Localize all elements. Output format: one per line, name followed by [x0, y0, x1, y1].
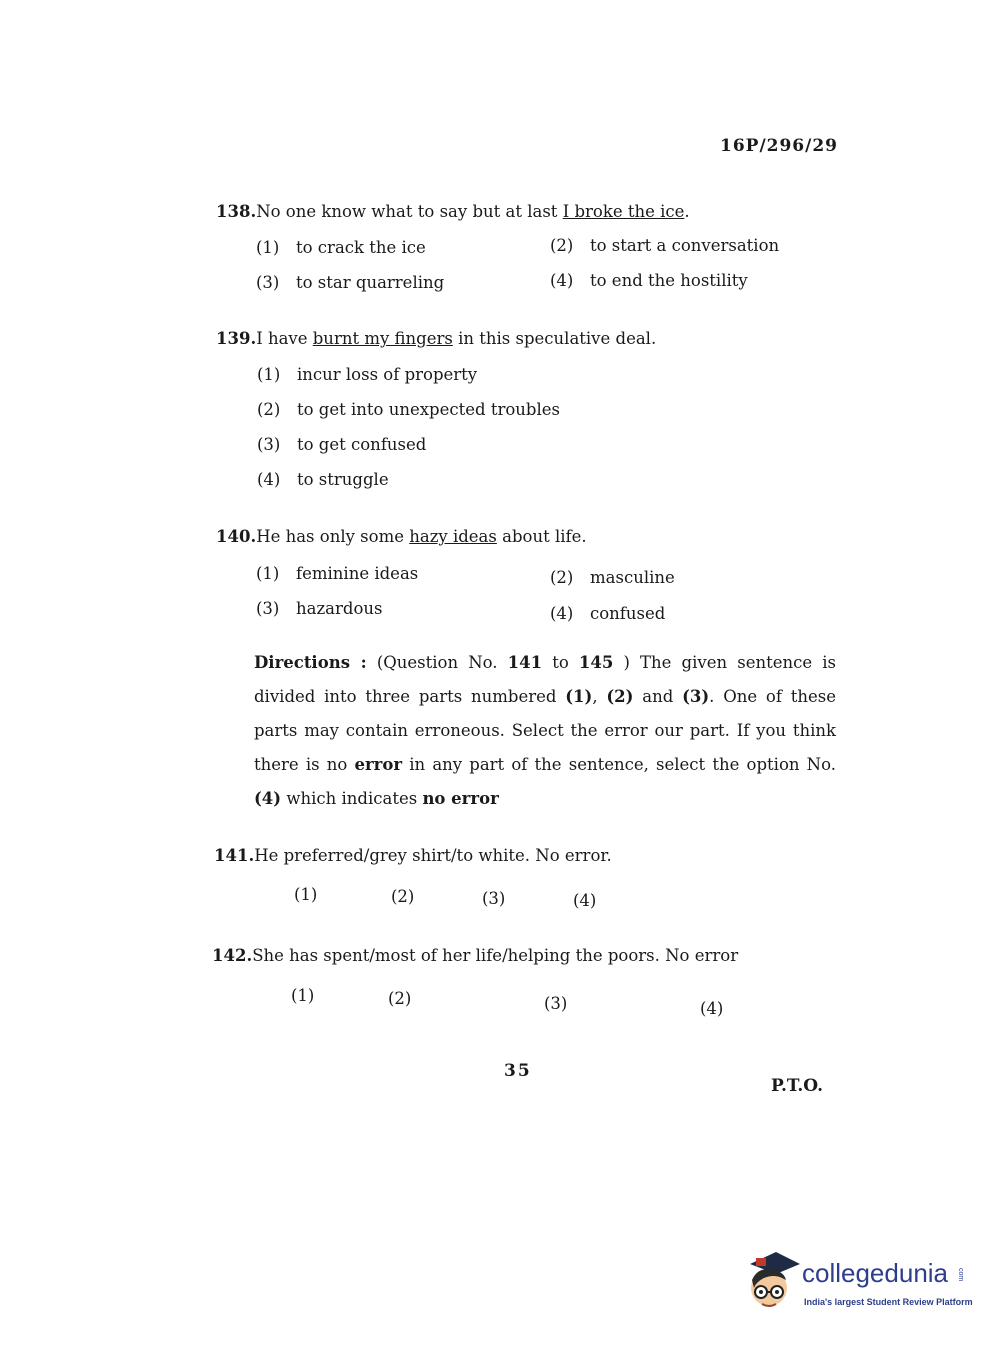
- question-138: [216, 202, 690, 221]
- option-number: (3): [256, 273, 280, 292]
- question-141: [214, 846, 612, 865]
- part-142-1: (1): [291, 986, 315, 1005]
- option-text: to start a conversation: [590, 236, 780, 255]
- directions-paragraph: [254, 646, 836, 816]
- option-number: (1): [256, 238, 280, 257]
- option-138-2: [550, 236, 779, 255]
- directions-text: which indicates: [281, 789, 423, 808]
- option-140-3: [256, 599, 382, 618]
- directions-text: to: [542, 653, 579, 672]
- part-141-1: (1): [294, 885, 318, 904]
- option-text: confused: [590, 604, 666, 623]
- option-number: (1): [256, 564, 280, 583]
- directions-text: ,: [592, 687, 607, 706]
- option-139-3: [257, 435, 426, 454]
- part-142-4: (4): [700, 999, 724, 1018]
- option-number: (2): [257, 400, 281, 419]
- question-text: No one know what to say but at last: [256, 202, 563, 221]
- part-141-3: (3): [482, 889, 506, 908]
- directions-part: (4): [254, 789, 282, 808]
- option-text: to end the hostility: [590, 271, 748, 290]
- option-number: (4): [257, 470, 281, 489]
- option-text: to get into unexpected troubles: [297, 400, 560, 419]
- option-number: (2): [550, 568, 574, 587]
- option-138-4: [550, 271, 748, 290]
- directions-part: (1): [565, 687, 593, 706]
- option-text: feminine ideas: [296, 564, 419, 583]
- logo-wordmark: collegedunia: [802, 1258, 949, 1288]
- option-text: to get confused: [297, 435, 427, 454]
- question-number: 140.: [216, 527, 257, 546]
- question-text-end: about life.: [496, 527, 587, 546]
- option-139-4: [257, 470, 389, 489]
- directions-text: and: [633, 687, 683, 706]
- option-140-1: [256, 564, 418, 583]
- question-text: I have: [256, 329, 313, 348]
- option-138-1: [256, 238, 426, 257]
- logo-domain: com: [957, 1268, 964, 1282]
- directions-text: in any part of the sentence, select the option No.: [402, 755, 836, 774]
- question-text: She has spent/most of her life/helping the poors. No error: [252, 946, 739, 965]
- question-142: [212, 946, 738, 965]
- option-140-2: [550, 568, 675, 587]
- directions-num: 141: [507, 653, 543, 672]
- option-number: (3): [257, 435, 281, 454]
- part-141-2: (2): [391, 887, 415, 906]
- logo-tagline: India's largest Student Review Platform: [804, 1297, 973, 1307]
- question-number: 138.: [216, 202, 257, 221]
- directions-part: (2): [606, 687, 634, 706]
- paper-code: 16P/296/29: [720, 136, 839, 156]
- option-text: to crack the ice: [296, 238, 426, 257]
- underlined-phrase: I broke the ice: [562, 202, 685, 221]
- option-text: hazardous: [296, 599, 383, 618]
- directions-text: . One of these parts may contain erroneous. Select the error our part. If you think there is no: [254, 687, 836, 774]
- question-140: [216, 527, 587, 546]
- part-141-4: (4): [573, 891, 597, 910]
- option-139-2: [257, 400, 560, 419]
- directions-num: 145: [578, 653, 614, 672]
- question-text: He has only some: [256, 527, 410, 546]
- option-text: to star quarreling: [296, 273, 445, 292]
- directions-part: (3): [682, 687, 710, 706]
- question-number: 139.: [216, 329, 257, 348]
- collegedunia-logo: [744, 1250, 974, 1320]
- question-139: [216, 329, 656, 348]
- part-142-2: (2): [388, 989, 412, 1008]
- directions-bold: no error: [422, 789, 499, 808]
- option-text: incur loss of property: [297, 365, 478, 384]
- option-number: (4): [550, 604, 574, 623]
- underlined-phrase: burnt my fingers: [312, 329, 453, 348]
- option-140-4: [550, 604, 665, 623]
- pto-label: P.T.O.: [771, 1076, 823, 1096]
- option-138-3: [256, 273, 444, 292]
- directions-label: Directions :: [254, 653, 367, 672]
- question-number: 141.: [214, 846, 255, 865]
- question-number: 142.: [212, 946, 253, 965]
- directions-text: ) The given sentence is divided into three parts numbered: [254, 653, 836, 706]
- option-text: masculine: [590, 568, 675, 587]
- option-139-1: [257, 365, 477, 384]
- directions-bold: error: [354, 755, 403, 774]
- underlined-phrase: hazy ideas: [409, 527, 497, 546]
- directions-text: (Question No.: [366, 653, 508, 672]
- page-number: 35: [504, 1061, 532, 1081]
- part-142-3: (3): [544, 994, 568, 1013]
- option-number: (4): [550, 271, 574, 290]
- mascot-icon: [744, 1250, 802, 1314]
- option-number: (1): [257, 365, 281, 384]
- option-text: to struggle: [297, 470, 389, 489]
- option-number: (3): [256, 599, 280, 618]
- question-text-end: .: [684, 202, 690, 221]
- option-number: (2): [550, 236, 574, 255]
- question-text: He preferred/grey shirt/to white. No error.: [254, 846, 612, 865]
- question-text-end: in this speculative deal.: [452, 329, 657, 348]
